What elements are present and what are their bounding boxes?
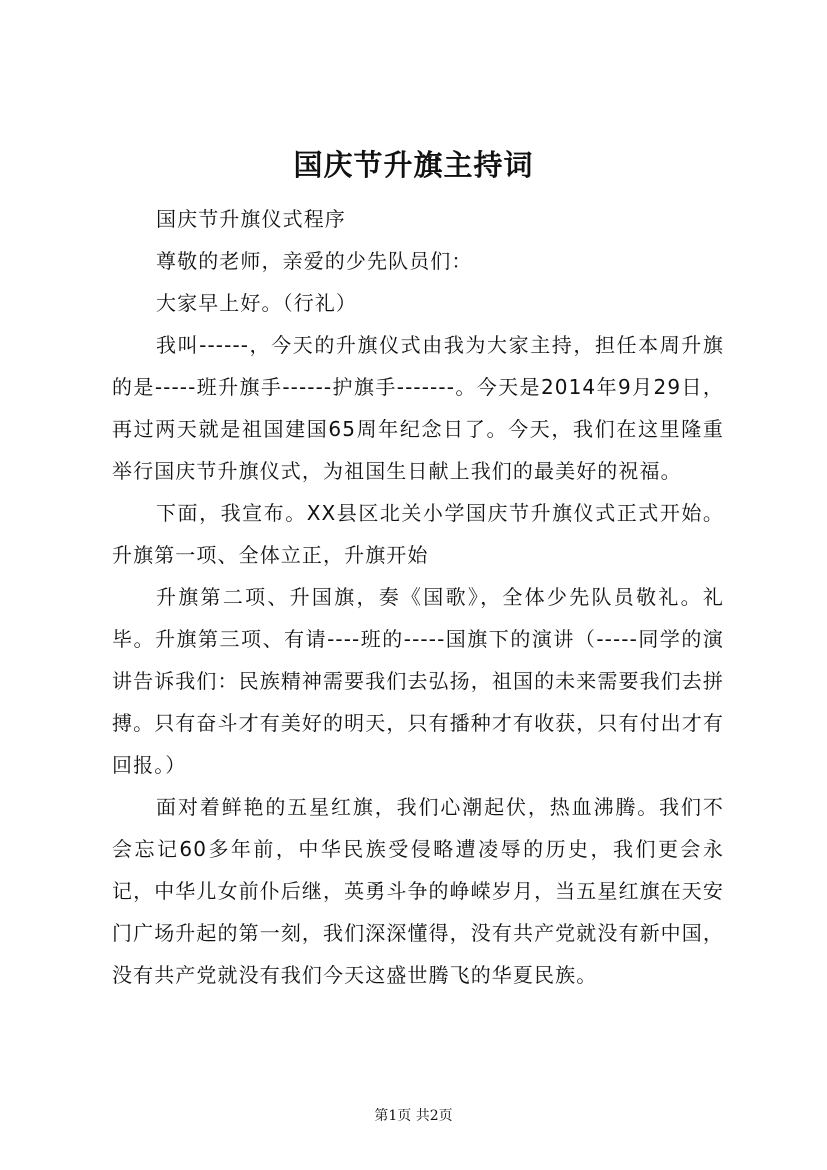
document-body bbox=[112, 198, 724, 996]
document-title: 国庆节升旗主持词 bbox=[293, 148, 534, 182]
paragraph-greeting: 大家早上好。（行礼） bbox=[156, 291, 357, 315]
paragraph-ceremony-opening: 下面，我宣布。XX县区北关小学国庆节升旗仪式正式开始。升旗第一项、全体立正，升旗开始 bbox=[112, 501, 724, 567]
paragraph-salutation: 尊敬的老师，亲爱的少先队员们： bbox=[156, 249, 473, 273]
paragraph-host-introduction: 我叫------，今天的升旗仪式由我为大家主持，担任本周升旗的是-----班升旗手------护旗手-------。今天是2014年9月29日，再过两天就是祖国建国65周年纪念日了。今天，我们在这里隆重举行国庆节升旗仪式，为祖国生日献上我们的最美好的祝福。 bbox=[112, 333, 724, 483]
paragraph-reflection: 面对着鲜艳的五星红旗，我们心潮起伏，热血沸腾。我们不会忘记60多年前，中华民族受侵略遭凌辱的历史，我们更会永记，中华儿女前仆后继，英勇斗争的峥嵘岁月，当五星红旗在天安门广场升起的第一刻，我们深深懂得，没有共产党就没有新中国，没有共产党就没有我们今天这盛世腾飞的华夏民族。 bbox=[112, 795, 724, 987]
paragraph-flag-raising-speech: 升旗第二项、升国旗，奏《国歌》，全体少先队员敬礼。礼毕。升旗第三项、有请----班的-----国旗下的演讲（-----同学的演讲告诉我们：民族精神需要我们去弘扬，祖国的未来需要我们去拼搏。只有奋斗才有美好的明天，只有播种才有收获，只有付出才有回报。） bbox=[112, 585, 724, 777]
paragraph-program-heading: 国庆节升旗仪式程序 bbox=[156, 207, 346, 231]
page-number-footer: 第1页 共2页 bbox=[374, 1108, 453, 1124]
